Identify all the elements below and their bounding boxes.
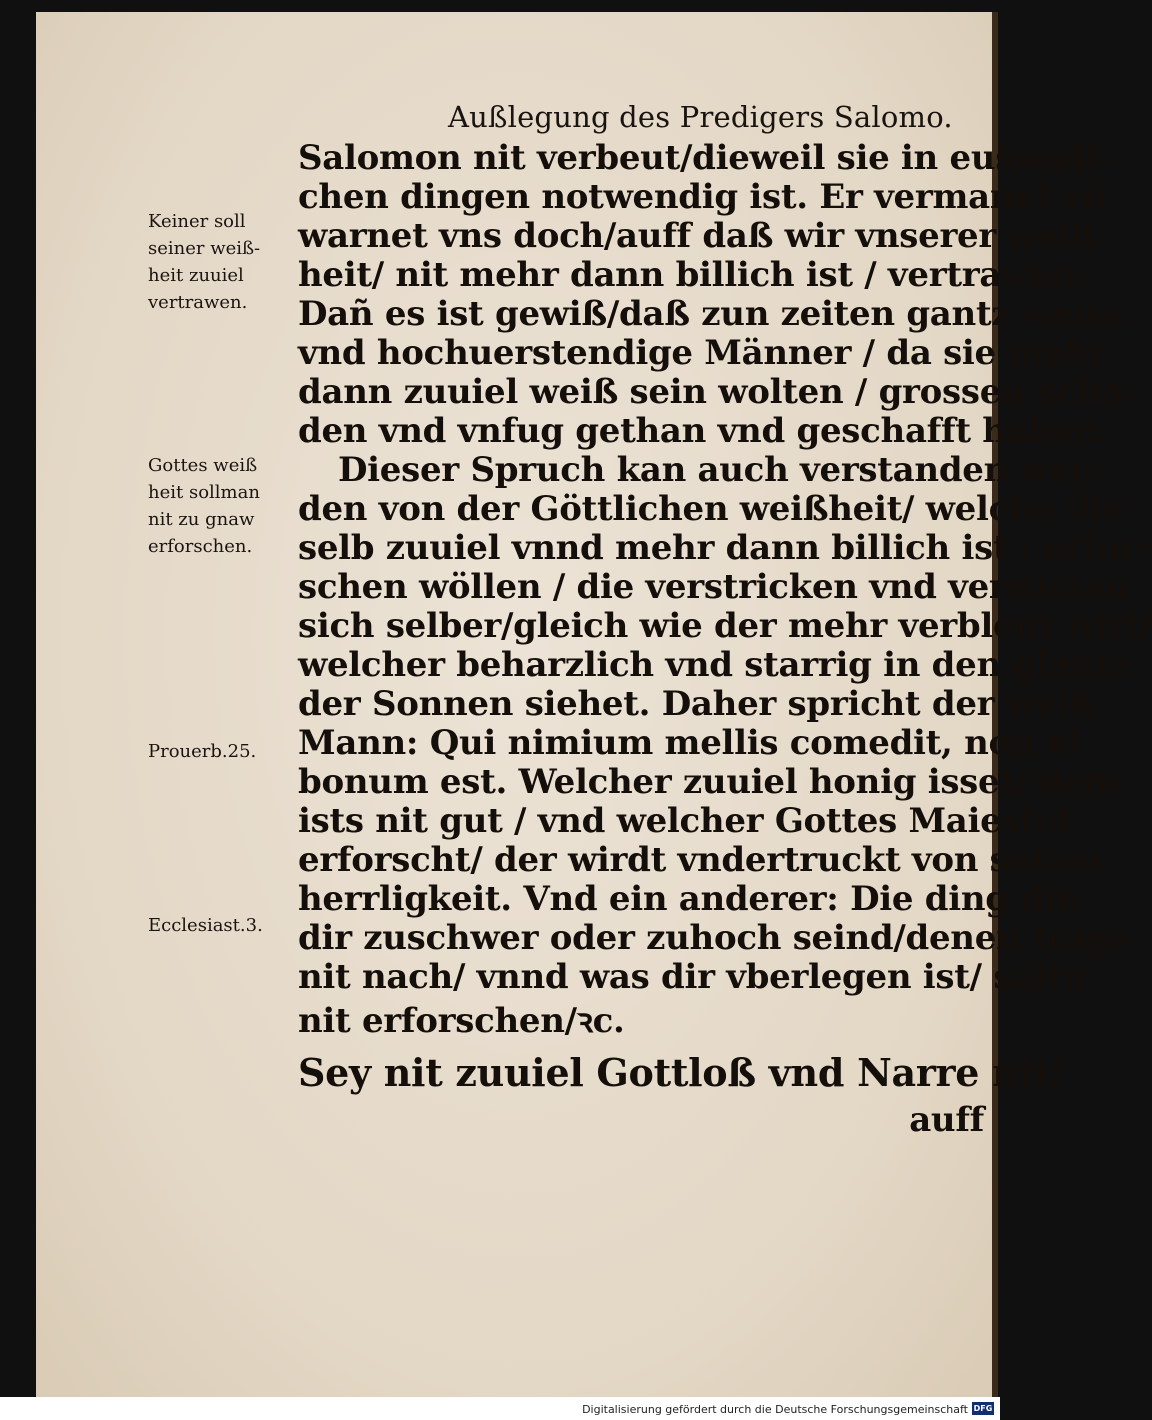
catchword: auff (909, 1100, 984, 1140)
text-line: Dieser Spruch kan auch verstanden wer- (338, 450, 1102, 490)
text-line: vnd hochuerstendige Männer / da sie mehr (298, 333, 1107, 373)
text-line: Mann: Qui nimium mellis comedit, non ei (298, 723, 1081, 763)
text-line: chen dingen notwendig ist. Er vermanet vñ (298, 177, 1107, 217)
margin-note-line: Ecclesiast.3. (148, 915, 263, 936)
margin-note-line: heit sollman (148, 482, 260, 503)
margin-note-line: erforschen. (148, 536, 253, 557)
text-line: bonum est. Welcher zuuiel honig isset/ dem (298, 762, 1119, 802)
text-line: ists nit gut / vnd welcher Gottes Maiestet (298, 801, 1073, 841)
text-line: den von der Göttlichen weißheit/ welche die (298, 489, 1124, 529)
text-line: dir zuschwer oder zuhoch seind/denen frage (298, 918, 1131, 958)
text-line: schen wöllen / die verstricken vnd verwirren (298, 567, 1130, 607)
margin-note-gods-wisdom (148, 452, 260, 560)
margin-note-proverbs (148, 738, 256, 765)
text-line: warnet vns doch/auff daß wir vnserer weiß (298, 216, 1096, 256)
text-line: erforscht/ der wirdt vndertruckt von seiner (298, 840, 1106, 880)
section-heading-line: Sey nit zuuiel Gottloß vnd Narre nit/ (298, 1050, 1065, 1095)
book-page (36, 12, 1152, 1397)
margin-note-line: Gottes weiß (148, 455, 258, 476)
margin-note-line: heit zuuiel (148, 265, 244, 286)
margin-note-line: Prouerb.25. (148, 741, 257, 762)
running-header: Außlegung des Predigers Salomo. (448, 100, 953, 134)
text-line: heit/ nit mehr dann billich ist / vertrawen. (298, 255, 1088, 295)
text-line: Dañ es ist gewiß/daß zun zeiten gantz weise (298, 294, 1125, 334)
text-line: Salomon nit verbeut/dieweil sie in eusserli- (298, 138, 1111, 178)
footer-credit: Digitalisierung gefördert durch die Deutsche Forschungsgemeinschaft (582, 1403, 968, 1416)
margin-note-line: nit zu gnaw (148, 509, 255, 530)
margin-note-wisdom (148, 208, 260, 316)
text-line: selb zuuiel vnnd mehr dann billich ist / erfor- (298, 528, 1151, 568)
text-line: der Sonnen siehet. Daher spricht der weiß (298, 684, 1095, 724)
margin-note-ecclesiastes (148, 912, 263, 939)
text-line: den vnd vnfug gethan vnd geschafft haben. (298, 411, 1110, 451)
text-line: sich selber/gleich wie der mehr verblent wirt/ (298, 606, 1152, 646)
margin-note-line: Keiner soll (148, 211, 246, 232)
text-line: herrligkeit. Vnd ein anderer: Die ding die (298, 879, 1078, 919)
text-line: nit erforschen/ꝛc. (298, 1001, 625, 1041)
text-line: nit nach/ vnnd was dir vberlegen ist/ saltu (298, 957, 1087, 997)
text-line: dann zuuiel weiß sein wolten / grossen scha- (298, 372, 1137, 412)
margin-note-line: vertrawen. (148, 292, 248, 313)
text-line: welcher beharzlich vnd starrig in den glantz (298, 645, 1130, 685)
dfg-logo: DFG (973, 1404, 993, 1413)
margin-note-line: seiner weiß- (148, 238, 261, 259)
